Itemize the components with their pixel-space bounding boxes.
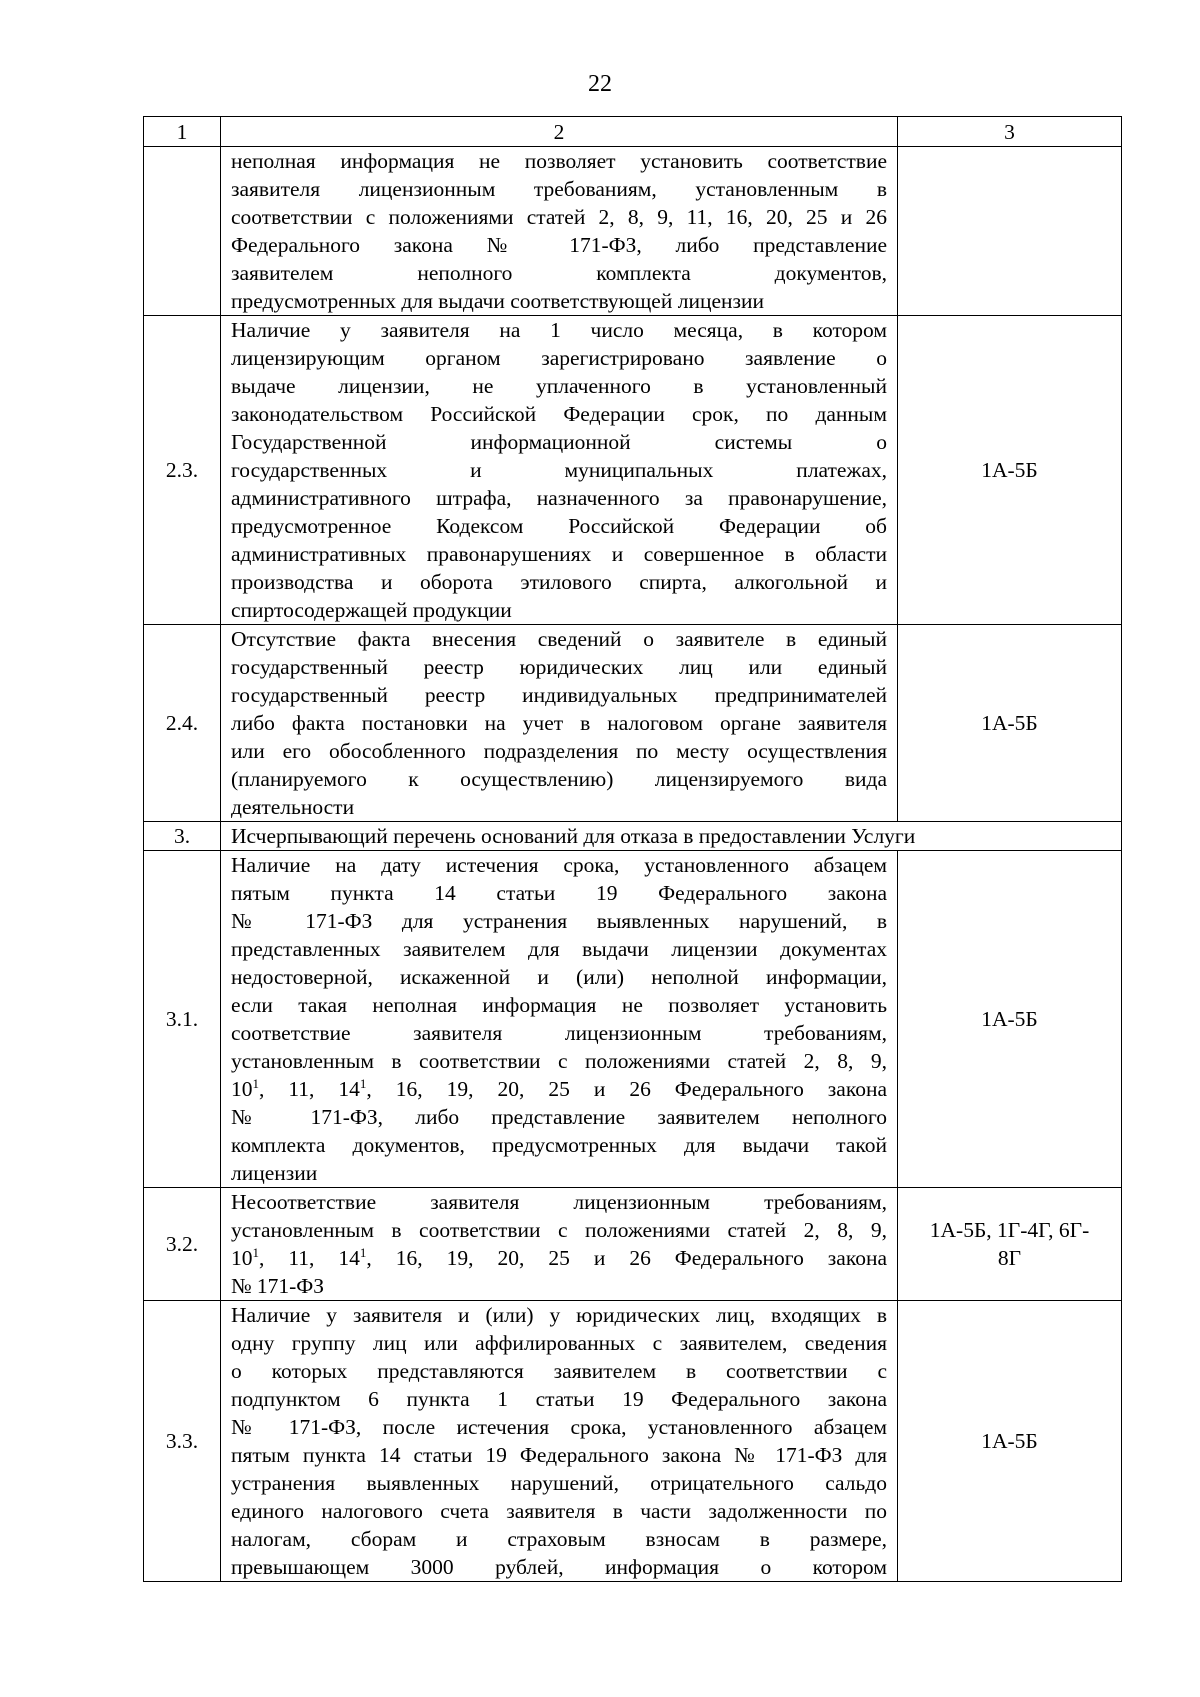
requirements-table — [143, 116, 1122, 1582]
text-line: заявителя лицензионным требованиям, установленным в — [231, 177, 887, 201]
row-text — [221, 1188, 898, 1301]
text-line: соответствии с положениями статей 2, 8, 9, 11, 16, 20, 25 и 26 — [231, 205, 887, 229]
row-code — [898, 1188, 1122, 1301]
text-line: № 171-ФЗ — [231, 1274, 325, 1298]
text-line: предусмотренных для выдачи соответствующей лицензии — [231, 289, 765, 313]
text-line: пятым пункта 14 статьи 19 Федерального закона — [231, 881, 887, 905]
text-line: выдаче лицензии, не уплаченного в установленный — [231, 374, 887, 398]
row-number: 3.1. — [144, 851, 221, 1188]
text-line: государственных и муниципальных платежах, — [231, 458, 887, 482]
text-line: Наличие у заявителя и (или) у юридических лиц, входящих в — [231, 1303, 887, 1327]
text-line: одну группу лиц или аффилированных с заявителем, сведения — [231, 1331, 887, 1355]
table-row — [144, 147, 1122, 316]
text-line: о которых представляются заявителем в соответствии с — [231, 1359, 887, 1383]
text-line: если такая неполная информация не позволяет установить — [231, 993, 887, 1017]
row-code — [898, 147, 1122, 316]
row-number: 2.4. — [144, 625, 221, 822]
row-text — [221, 851, 898, 1188]
text-line: налогам, сборам и страховым взносам в размере, — [231, 1527, 887, 1551]
row-text — [221, 625, 898, 822]
text-line: превышающем 3000 рублей, информация о котором — [231, 1555, 887, 1579]
text-line: Федерального закона № 171-ФЗ, либо представление — [231, 233, 887, 257]
text-line: государственный реестр индивидуальных предпринимателей — [231, 683, 887, 707]
row-code: 1А-5Б — [898, 316, 1122, 625]
section-title: Исчерпывающий перечень оснований для отказа в предоставлении Услуги — [221, 822, 1122, 851]
text-line: устранения выявленных нарушений, отрицательного сальдо — [231, 1471, 887, 1495]
text-line: пятым пункта 14 статьи 19 Федерального закона № 171-ФЗ для — [231, 1443, 887, 1467]
text-line: административных правонарушениях и совершенное в области — [231, 542, 887, 566]
row-text — [221, 1301, 898, 1582]
row-text — [221, 316, 898, 625]
section-row — [144, 822, 1122, 851]
text-line: $10^1$, 11, $14^1$, 16, 19, 20, 25 и 26 Федерального закона — [231, 1244, 887, 1270]
text-line: предусмотренное Кодексом Российской Федерации об — [231, 514, 887, 538]
column-header-3: 3 — [898, 117, 1122, 147]
text-line: недостоверной, искаженной и (или) неполной информации, — [231, 965, 887, 989]
row-code: 1А-5Б — [898, 625, 1122, 822]
text-line: деятельности — [231, 795, 355, 819]
text-line: неполная информация не позволяет установить соответствие — [231, 149, 887, 173]
text-line: или его обособленного подразделения по месту осуществления — [231, 739, 887, 763]
text-line: представленных заявителем для выдачи лицензии документах — [231, 937, 887, 961]
row-code: 1А-5Б — [898, 851, 1122, 1188]
code-line: 1А-5Б, 1Г-4Г, 6Г- — [929, 1218, 1090, 1242]
text-line: Несоответствие заявителя лицензионным требованиям, — [231, 1190, 887, 1214]
text-line: установленным в соответствии с положениями статей 2, 8, 9, — [231, 1049, 887, 1073]
row-number — [144, 147, 221, 316]
page-number: 22 — [588, 71, 612, 97]
table-header-row — [144, 117, 1122, 147]
row-number: 2.3. — [144, 316, 221, 625]
column-header-2: 2 — [221, 117, 898, 147]
row-code: 1А-5Б — [898, 1301, 1122, 1582]
text-line: лицензирующим органом зарегистрировано заявление о — [231, 346, 887, 370]
text-line: законодательством Российской Федерации срок, по данным — [231, 402, 887, 426]
table-row — [144, 316, 1122, 625]
text-line: либо факта постановки на учет в налоговом органе заявителя — [231, 711, 887, 735]
text-line: производства и оборота этилового спирта, алкогольной и — [231, 570, 887, 594]
text-line: административного штрафа, назначенного за правонарушение, — [231, 486, 887, 510]
text-line: № 171-ФЗ, либо представление заявителем неполного — [231, 1105, 887, 1129]
text-line: заявителем неполного комплекта документов, — [231, 261, 887, 285]
text-line: соответствие заявителя лицензионным требованиям, — [231, 1021, 887, 1045]
text-line: Наличие у заявителя на 1 число месяца, в котором — [231, 318, 887, 342]
text-line: спиртосодержащей продукции — [231, 598, 512, 622]
text-line: № 171-ФЗ, после истечения срока, установленного абзацем — [231, 1415, 887, 1439]
text-line: государственный реестр юридических лиц или единый — [231, 655, 887, 679]
text-line: подпунктом 6 пункта 1 статьи 19 Федерального закона — [231, 1387, 887, 1411]
text-line: Государственной информационной системы о — [231, 430, 887, 454]
section-number: 3. — [144, 822, 221, 851]
text-line: $10^1$, 11, $14^1$, 16, 19, 20, 25 и 26 Федерального закона — [231, 1075, 887, 1101]
text-line: установленным в соответствии с положениями статей 2, 8, 9, — [231, 1218, 887, 1242]
column-header-1: 1 — [144, 117, 221, 147]
table-row — [144, 625, 1122, 822]
text-line: № 171-ФЗ для устранения выявленных нарушений, в — [231, 909, 887, 933]
text-line: (планируемого к осуществлению) лицензируемого вида — [231, 767, 887, 791]
row-number: 3.2. — [144, 1188, 221, 1301]
text-line: Наличие на дату истечения срока, установленного абзацем — [231, 853, 887, 877]
table-row — [144, 1301, 1122, 1582]
text-line: единого налогового счета заявителя в части задолженности по — [231, 1499, 887, 1523]
row-text — [221, 147, 898, 316]
text-line: Отсутствие факта внесения сведений о заявителе в единый — [231, 627, 887, 651]
table-row — [144, 1188, 1122, 1301]
text-line: комплекта документов, предусмотренных для выдачи такой — [231, 1133, 887, 1157]
row-number: 3.3. — [144, 1301, 221, 1582]
table-row — [144, 851, 1122, 1188]
text-line: лицензии — [231, 1161, 318, 1185]
code-line: 8Г — [997, 1246, 1022, 1270]
